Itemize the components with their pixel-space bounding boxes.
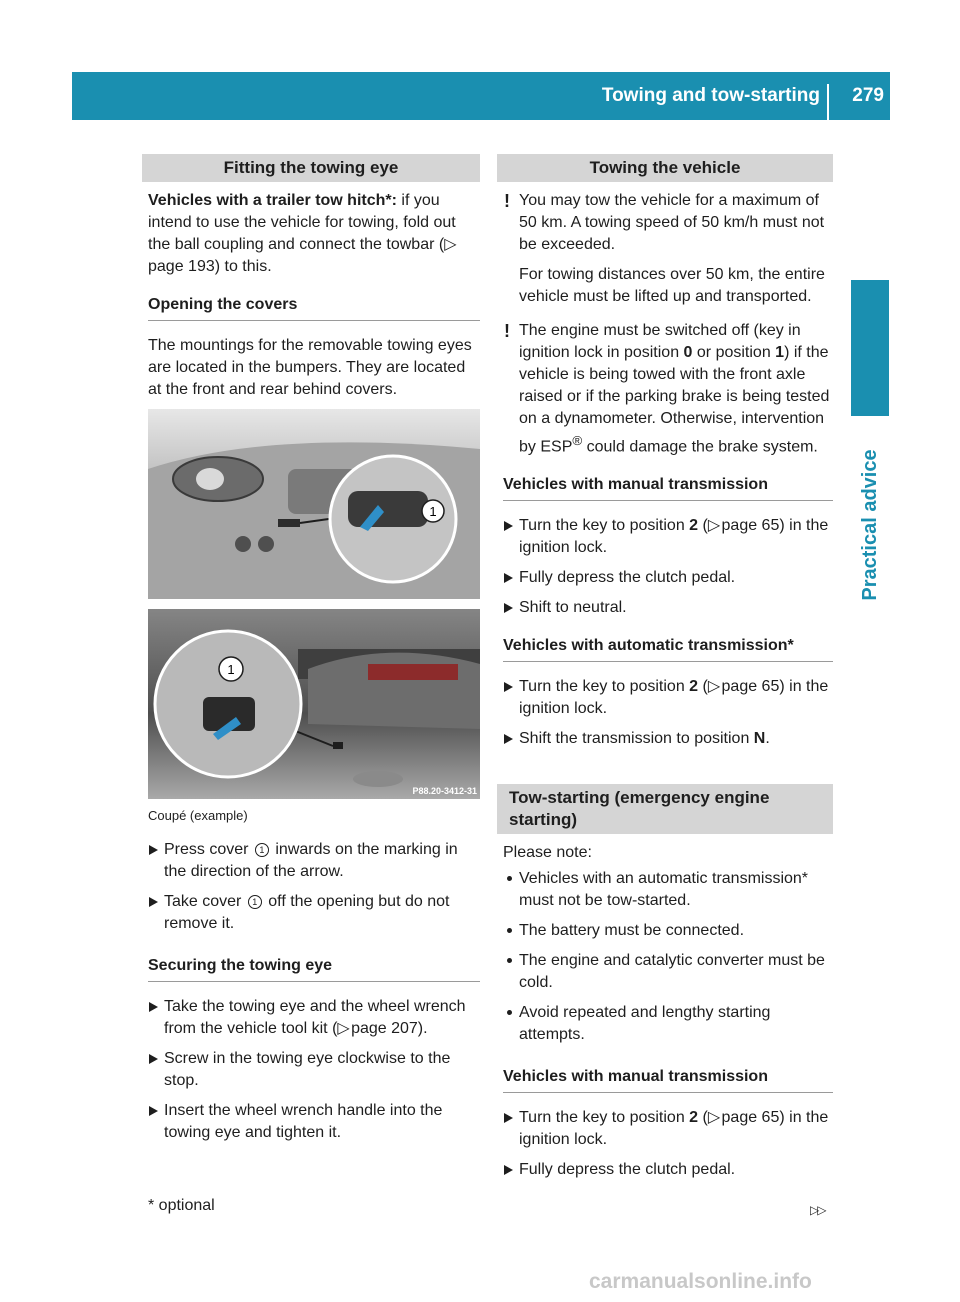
- rear-bumper-photo: [148, 609, 480, 799]
- step-insert-wrench: Insert the wheel wrench handle into the towing eye and tighten it.: [148, 1100, 480, 1144]
- step-press-cover: Press cover 1 inwards on the marking in the direction of the arrow.: [148, 839, 480, 883]
- step-take-towing-eye: Take the towing eye and the wheel wrench from the vehicle tool kit (▷ page 207).: [148, 996, 480, 1040]
- subheading-opening-covers: Opening the covers: [148, 294, 480, 321]
- please-note: Please note:: [503, 844, 592, 862]
- subheading-securing: Securing the towing eye: [148, 955, 480, 982]
- step-shift-n: Shift the transmission to position N.: [503, 728, 833, 750]
- step-turn-key-2: Turn the key to position 2 (▷ page 65) in the ignition lock.: [503, 1107, 833, 1151]
- warning-engine-off: ! The engine must be switched off (key in ignition lock in position 0 or position 1) if the vehicle is being towed with the front axle raised or if the parking brake is being tested on a dynamometer. Otherwise, intervention by ESP® could damage the brake system.: [504, 321, 830, 456]
- trailer-paragraph: Vehicles with a trailer tow hitch*: if you intend to use the vehicle for towing, fold out the ball coupling and connect the towbar (▷ page 193) to this.: [148, 192, 457, 275]
- chapter-title: Towing and tow-starting: [601, 85, 820, 106]
- list-item: The battery must be connected.: [503, 920, 833, 942]
- photo-callout-label: 1: [429, 504, 437, 519]
- callout-icon: 1: [248, 895, 262, 909]
- section-heading-fitting: Fitting the towing eye: [142, 154, 480, 182]
- front-bumper-photo: [148, 409, 480, 599]
- ref-arrow-icon: ▷: [707, 1109, 721, 1127]
- step-depress-clutch-2: Fully depress the clutch pedal.: [503, 1159, 833, 1181]
- header-bar: [72, 72, 890, 120]
- list-item: The engine and catalytic converter must be cold.: [503, 950, 833, 994]
- warning-icon: !: [504, 191, 510, 211]
- watermark: carmanualsonline.info: [589, 1270, 812, 1293]
- section-heading-towing: Towing the vehicle: [497, 154, 833, 182]
- side-tab-marker: [851, 280, 889, 416]
- page-number: 279: [852, 85, 884, 106]
- ref-arrow-icon: ▷: [444, 236, 457, 253]
- warning-icon: !: [504, 321, 510, 341]
- step-screw-in: Screw in the towing eye clockwise to the stop.: [148, 1048, 480, 1092]
- continue-arrows-icon: ▷▷: [810, 1203, 825, 1217]
- footer-optional-note: * optional: [148, 1197, 215, 1214]
- ref-arrow-icon: ▷: [707, 678, 721, 696]
- left-column: [148, 154, 480, 1152]
- photo-caption: Coupé (example): [148, 808, 248, 823]
- callout-icon: 1: [255, 843, 269, 857]
- section-heading-tow-starting: Tow-starting (emergency engine starting): [497, 784, 833, 834]
- warning-towing-distance: ! You may tow the vehicle for a maximum of 50 km. A towing speed of 50 km/h must not be exceeded.: [504, 191, 825, 253]
- page-ref[interactable]: page 65: [721, 678, 780, 696]
- page-ref[interactable]: page 207: [351, 1020, 418, 1037]
- side-tab-label: Practical advice: [859, 449, 881, 601]
- ref-arrow-icon: ▷: [337, 1020, 350, 1037]
- step-depress-clutch: Fully depress the clutch pedal.: [503, 567, 833, 589]
- opening-paragraph: The mountings for the removable towing eyes are located in the bumpers. They are located at the front and rear behind covers.: [148, 337, 472, 398]
- image-code: P88.20-3412-31: [412, 786, 477, 796]
- page-ref[interactable]: page 65: [721, 1109, 780, 1127]
- subheading-manual: Vehicles with manual transmission: [503, 474, 833, 501]
- page-ref[interactable]: page 65: [721, 517, 780, 535]
- step-neutral: Shift to neutral.: [503, 597, 833, 619]
- ref-arrow-icon: ▷: [707, 517, 721, 535]
- step-turn-key-auto: Turn the key to position 2 (▷ page 65) in the ignition lock.: [503, 676, 833, 720]
- list-item: Avoid repeated and lengthy starting attempts.: [503, 1002, 833, 1046]
- subheading-manual-2: Vehicles with manual transmission: [503, 1066, 833, 1093]
- header-separator: [827, 84, 829, 120]
- page-ref[interactable]: page 193: [148, 258, 215, 275]
- step-turn-key: Turn the key to position 2 (▷ page 65) in the ignition lock.: [503, 515, 833, 559]
- photo-callout-label: 1: [227, 662, 235, 677]
- warning-continuation: For towing distances over 50 km, the entire vehicle must be lifted up and transported.: [519, 266, 825, 305]
- list-item: Vehicles with an automatic transmission* must not be tow-started.: [503, 868, 833, 912]
- right-column: [503, 154, 833, 1189]
- subheading-automatic: Vehicles with automatic transmission*: [503, 635, 833, 662]
- step-take-cover: Take cover 1 off the opening but do not remove it.: [148, 891, 480, 935]
